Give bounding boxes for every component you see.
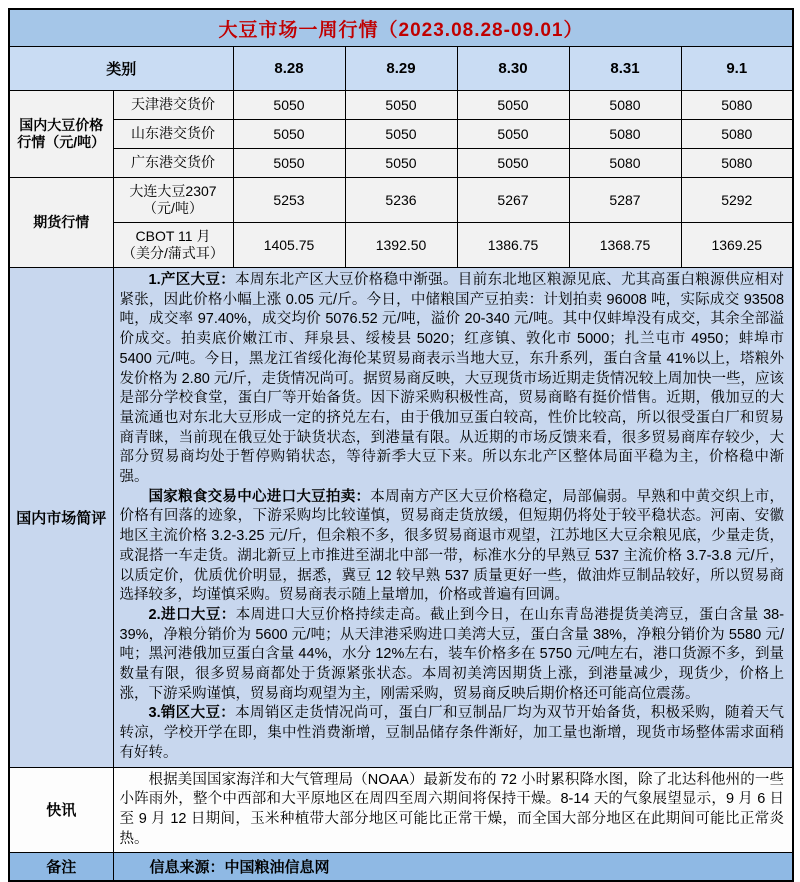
- row-label: 山东港交货价: [113, 120, 233, 149]
- row-label: 大连大豆2307 （元/吨）: [113, 178, 233, 223]
- price-cell: 1405.75: [233, 223, 345, 268]
- remark-row: [9, 853, 793, 882]
- price-cell: 5050: [233, 149, 345, 178]
- soybean-weekly-report: [8, 8, 794, 882]
- commentary-row: [9, 268, 793, 768]
- date-header: 9.1: [681, 47, 793, 91]
- price-cell: 5050: [233, 120, 345, 149]
- row-label: 天津港交货价: [113, 91, 233, 120]
- price-cell: 5080: [569, 91, 681, 120]
- price-cell: 5080: [681, 120, 793, 149]
- news-row: [9, 767, 793, 853]
- price-cell: 5050: [457, 149, 569, 178]
- commentary-body: [113, 268, 793, 768]
- title-row: [9, 9, 793, 47]
- date-header: 8.29: [345, 47, 457, 91]
- table-row-tianjin: [9, 91, 793, 120]
- section-label-news: 快讯: [9, 767, 113, 853]
- price-cell: 1369.25: [681, 223, 793, 268]
- row-label: 广东港交货价: [113, 149, 233, 178]
- news-body: [113, 767, 793, 853]
- price-cell: 5080: [681, 91, 793, 120]
- price-cell: 5080: [569, 149, 681, 178]
- info-source-text: 信息来源：中国粮油信息网: [113, 853, 793, 882]
- price-cell: 1368.75: [569, 223, 681, 268]
- group-label-domestic-spot: 国内大豆价格 行情（元/吨）: [9, 91, 113, 178]
- page-title: 大豆市场一周行情（2023.08.28-09.01）: [218, 19, 584, 41]
- price-cell: 1392.50: [345, 223, 457, 268]
- table-row-shandong: [9, 120, 793, 149]
- date-header: 8.31: [569, 47, 681, 91]
- report-table: [8, 8, 794, 882]
- price-cell: 5292: [681, 178, 793, 223]
- news-paragraph: 根据美国国家海洋和大气管理局（NOAA）最新发布的 72 小时累积降水图，除了北达科他州的一些小阵雨外，整个中西部和大平原地区在周四至周六期间将保持干燥。8-14 天的气象展望显示，9 月 6 日至 9 月 12 日期间，玉米种植带大部分地区可能比正常干燥，而全国大部分地区在此期间可能比正常炎热。: [119, 771, 785, 847]
- commentary-paragraph-auction: 国家粮食交易中心进口大豆拍卖：本周南方产区大豆价格稳定，局部偏弱。早熟和中黄交织上市，价格有回落的迹象，下游采购均比较谨慎，贸易商走货放缓，但短期仍将处于较平稳状态。河南、安徽地区主流价格 3.2-3.25 元/斤，但余粮不多，很多贸易商退市观望，江苏地区大豆余粮见底，少量走货，或混搭一车走货。湖北新豆上市推进至湖北中部一带，标准水分的早熟豆 537 主流价格 3.7-3.8 元/斤，以质定价，优质优价明显，据悉，冀豆 12 较早熟 537 质量更好一些，做油炸豆制品较好，所以贸易商选择较多，均谨慎采购。贸易商表示随上量增加，价格或普遍有回调。: [119, 488, 785, 604]
- price-cell: 5050: [345, 91, 457, 120]
- price-cell: 5080: [569, 120, 681, 149]
- price-cell: 5050: [233, 91, 345, 120]
- price-cell: 5050: [457, 120, 569, 149]
- price-cell: 5236: [345, 178, 457, 223]
- price-cell: 5253: [233, 178, 345, 223]
- price-cell: 5287: [569, 178, 681, 223]
- price-cell: 5050: [457, 91, 569, 120]
- commentary-paragraph-imported: 2.进口大豆：本周进口大豆价格持续走高。截止到今日，在山东青岛港提货美湾豆，蛋白含量 38-39%，净粮分销价为 5600 元/吨；从天津港采购进口美湾大豆，蛋白含量 38%，净粮分销价为 5580 元/吨；黑河港俄加豆蛋白含量 44%，水分 12%左右，装车价格多在 5750 元/吨左右，港口货源不多，到量数量有限，很多贸易商都处于货源紧张状态。本周初美湾因期货上涨，到港量减少，现货少，价格上涨，下游采购谨慎，贸易商均观望为主，刚需采购，贸易商反映后期价格还可能高位震荡。: [119, 606, 785, 702]
- row-label: CBOT 11 月 （美分/蒲式耳）: [113, 223, 233, 268]
- table-row-cbot-futures: [9, 223, 793, 268]
- group-label-futures: 期货行情: [9, 178, 113, 268]
- date-header: 8.28: [233, 47, 345, 91]
- title-cell: [9, 9, 793, 47]
- section-label-remark: 备注: [9, 853, 113, 882]
- table-row-guangdong: [9, 149, 793, 178]
- commentary-paragraph-sales-area: 3.销区大豆：本周销区走货情况尚可，蛋白厂和豆制品厂均为双节开始备货，积极采购，随着天气转凉，学校开学在即，集中性消费渐增，豆制品储存条件渐好，加工量也渐增，现货市场整体需求面稍有好转。: [119, 705, 785, 761]
- price-cell: 5080: [681, 149, 793, 178]
- section-label-commentary: 国内市场简评: [9, 268, 113, 768]
- date-header: 8.30: [457, 47, 569, 91]
- price-cell: 5050: [345, 149, 457, 178]
- price-cell: 5267: [457, 178, 569, 223]
- price-cell: 5050: [345, 120, 457, 149]
- column-header-row: [9, 47, 793, 91]
- commentary-paragraph-producing-area: 1.产区大豆：本周东北产区大豆价格稳中渐强。目前东北地区粮源见底、尤其高蛋白粮源供应相对紧张，因此价格小幅上涨 0.05 元/斤。今日，中储粮国产豆拍卖：计划拍卖 96008 吨，实际成交 93508 吨，成交率 97.40%，成交均价 5076.52 元/吨，溢价 20-340 元/吨。其中仅蚌埠没有成交，其余全部溢价成交。拍卖底价嫩江市、拜泉县、绥棱县 5020；红彦镇、敦化市 5000；扎兰屯市 4950；蚌埠市 5400 元/吨。今日，黑龙江省绥化海伦某贸易商表示当地大豆，东升系列，蛋白含量 41%以上，塔粮外发价格为 2.80 元/斤，走货情况尚可。据贸易商反映，大豆现货市场近期走货情况较上周加快一些，应该是部分学校食堂，蛋白厂等开始备货。因下游采购积极性高，贸易商略有挺价惜售。近期，俄加豆的大量流通也对东北大豆形成一定的挤兑左右，由于俄加豆蛋白较高，性价比较高，所以很受蛋白厂和贸易商青睐，当前现在俄豆处于缺货状态，到港量有限。从近期的市场反馈来看，很多贸易商库存较少，大部分贸易商均处于暂停购销状态，等待新季大豆下来。所以东北产区整体局面平稳为主，价格稳中渐强。: [119, 272, 785, 486]
- price-cell: 1386.75: [457, 223, 569, 268]
- table-row-dalian-futures: [9, 178, 793, 223]
- category-header-cell: 类别: [9, 47, 233, 91]
